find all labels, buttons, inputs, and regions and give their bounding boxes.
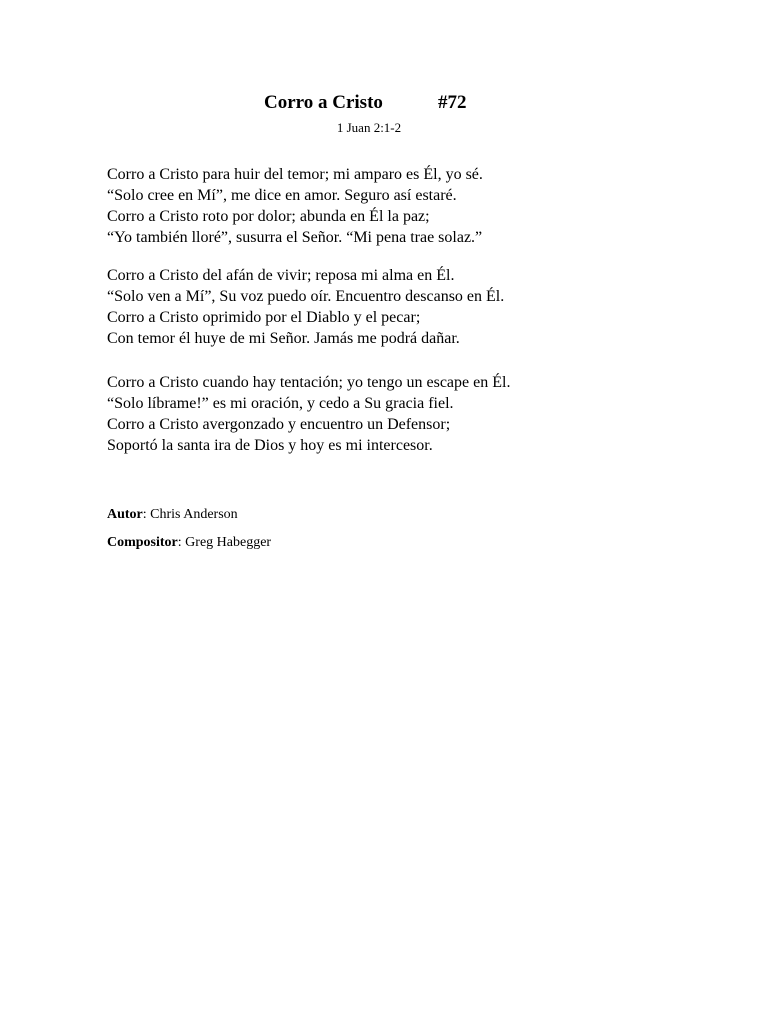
author-name: : Chris Anderson	[142, 507, 238, 522]
verse-line: Corro a Cristo oprimido por el Diablo y el pecar;	[107, 309, 421, 326]
verse-1	[107, 164, 707, 248]
author-label: Autor	[107, 507, 143, 522]
verse-line: “Solo líbrame!” es mi oración, y cedo a Su gracia fiel.	[107, 395, 454, 412]
verse-line: “Solo ven a Mí”, Su voz puedo oír. Encuentro descanso en Él.	[107, 288, 505, 305]
verse-2	[107, 265, 707, 349]
title-row	[0, 92, 768, 118]
verse-line: Con temor él huye de mi Señor. Jamás me podrá dañar.	[107, 330, 460, 347]
verse-line: Corro a Cristo cuando hay tentación; yo tengo un escape en Él.	[107, 374, 511, 391]
composer-credit	[107, 535, 271, 551]
verse-3	[107, 372, 707, 456]
author-credit	[107, 507, 238, 523]
hymn-number: #72	[438, 92, 467, 113]
scripture-reference: 1 Juan 2:1-2	[336, 120, 402, 135]
composer-name: : Greg Habegger	[177, 535, 272, 550]
verse-line: “Yo también lloré”, susurra el Señor. “Mi pena trae solaz.”	[107, 229, 483, 246]
verse-line: Corro a Cristo roto por dolor; abunda en Él la paz;	[107, 208, 430, 225]
composer-label: Compositor	[107, 535, 178, 550]
hymn-title: Corro a Cristo	[264, 92, 383, 113]
verse-line: Corro a Cristo para huir del temor; mi amparo es Él, yo sé.	[107, 166, 483, 183]
verse-line: Soportó la santa ira de Dios y hoy es mi intercesor.	[107, 437, 433, 454]
verse-line: Corro a Cristo del afán de vivir; reposa mi alma en Él.	[107, 267, 455, 284]
verse-line: Corro a Cristo avergonzado y encuentro un Defensor;	[107, 416, 451, 433]
verse-line: “Solo cree en Mí”, me dice en amor. Seguro así estaré.	[107, 187, 457, 204]
